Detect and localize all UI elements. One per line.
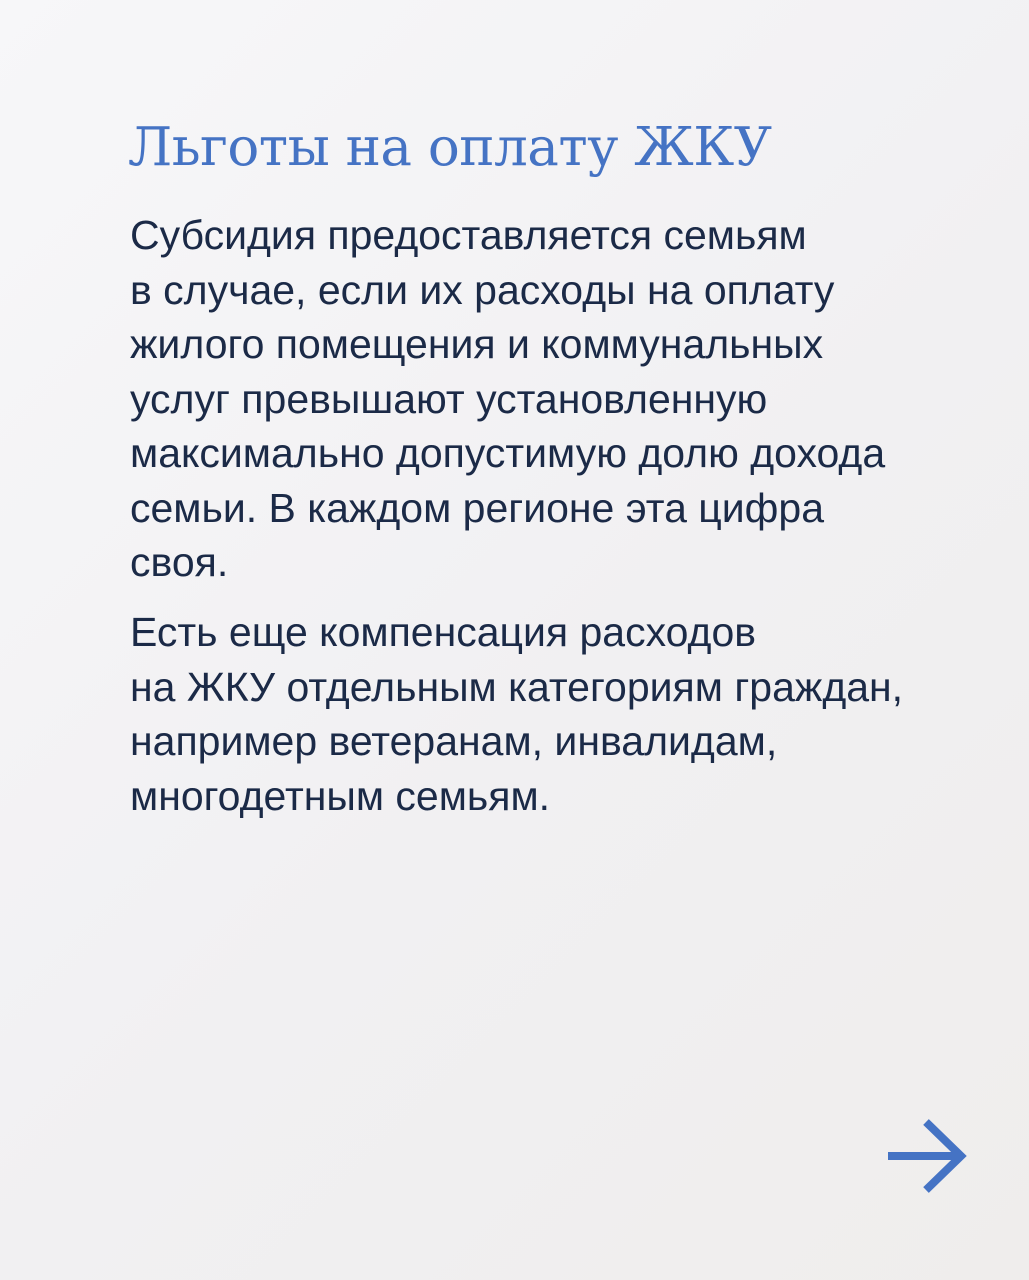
paragraph-line: в случае, если их расходы на оплату: [130, 266, 835, 313]
paragraph-line: услуг превышают установленную: [130, 375, 768, 422]
paragraph-line: Есть еще компенсация расходов: [130, 609, 757, 655]
paragraph-line: например ветеранам, инвалидам,: [130, 718, 778, 764]
page-title: Льготы на оплату ЖКУ: [128, 117, 772, 178]
paragraph-line: многодетным семьям.: [130, 772, 551, 819]
paragraph-subsidy: [130, 208, 885, 590]
next-slide-button[interactable]: [884, 1118, 968, 1194]
paragraph-line: Субсидия предоставляется семьям: [130, 212, 807, 258]
paragraph-line: семьи. В каждом регионе эта цифра: [130, 484, 824, 531]
paragraph-line: жилого помещения и коммунальных: [130, 321, 824, 367]
paragraph-line: своя.: [130, 539, 229, 585]
paragraph-compensation: [130, 605, 903, 823]
arrow-right-icon: [884, 1118, 968, 1194]
paragraph-line: на ЖКУ отдельным категориям граждан,: [130, 663, 904, 710]
paragraph-line: максимально допустимую долю дохода: [130, 430, 886, 476]
